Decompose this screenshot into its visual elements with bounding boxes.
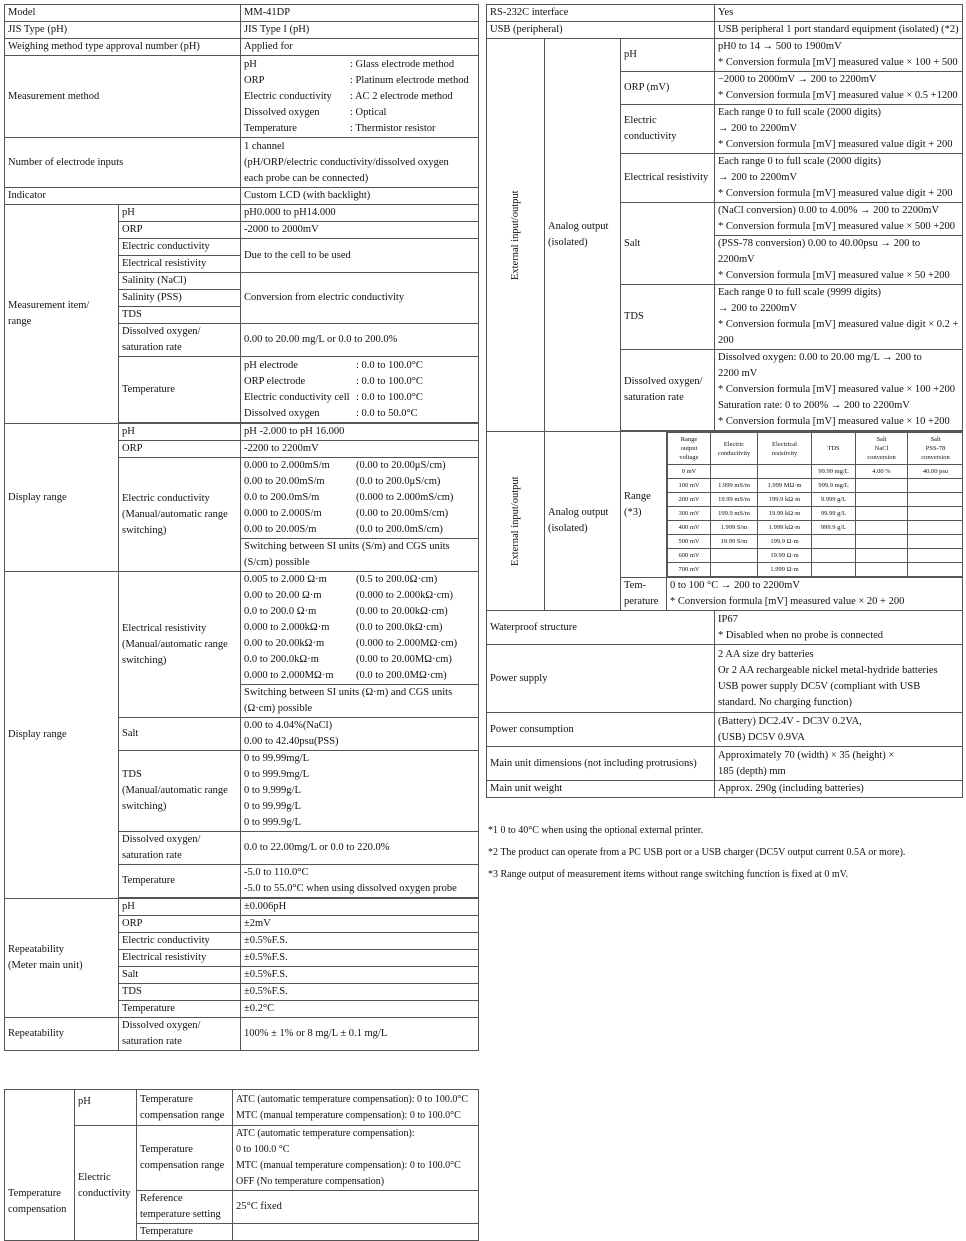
row-label: Electric conductivity (Manual/automatic range switching) (119, 458, 241, 572)
range-cgs: (0.0 to 200.0kΩ·cm) (356, 622, 443, 633)
range-cell: 500 mV (668, 535, 711, 549)
range-header: Electrical resistivity (758, 433, 812, 465)
inputs-value: 1 channel (pH/ORP/electric conductivity/dissolved oxygen each probe can be connected) (241, 138, 479, 188)
model-value: MM-41DP (241, 5, 479, 22)
range-si: 0.00 to 20.00 Ω·m (244, 590, 322, 601)
row-label: ORP (mV) (621, 72, 715, 105)
row-label: pH (119, 205, 241, 222)
row-label: pH (119, 424, 241, 441)
row-label: TDS (119, 307, 241, 324)
table-row (5, 572, 479, 685)
row-value: pH0.000 to pH14.000 (241, 205, 479, 222)
row-label: ORP (119, 916, 241, 933)
footnotes (488, 824, 958, 890)
range-si: 0.0 to 200.0mS/m (244, 492, 320, 503)
range-cell: 1.999 S/m (711, 521, 758, 535)
model-label: Model (5, 5, 241, 22)
temp-compensation-label: Temperature compensation (5, 1090, 75, 1241)
row-label: Electrical resistivity (119, 950, 241, 967)
row-label: pH (621, 39, 715, 72)
row-label: Reference temperature setting (137, 1191, 233, 1224)
method-desc: : Optical (350, 106, 387, 118)
range-cell: 400 mV (668, 521, 711, 535)
external-io-label: External input/output (487, 432, 545, 611)
range-cgs: (0.00 to 20.00μS/cm) (356, 460, 446, 471)
spec-table-left (4, 4, 479, 1051)
row-value: ±0.5%F.S. (241, 967, 479, 984)
power-supply-value: 2 AA size dry batteries Or 2 AA rechargeable nickel metal-hydride batteries USB power supply DC5V (compliant with USB standard. No charging function) (715, 645, 963, 713)
table-row (487, 432, 963, 578)
usb-value: USB peripheral 1 port standard equipment (isolated) (*2) (715, 22, 963, 39)
row-label: Salt (621, 203, 715, 285)
row-value: ±2mV (241, 916, 479, 933)
range-cell: 1.999 MΩ·m (758, 479, 812, 493)
range-cgs: (0.000 to 2.000kΩ·cm) (356, 590, 454, 601)
range-cell (908, 493, 963, 507)
range-cgs: (0.00 to 20.00mS/cm) (356, 508, 449, 519)
range-cell (758, 465, 812, 479)
range-cell: 19.99 S/m (711, 535, 758, 549)
method-label: Measurement method (5, 56, 241, 138)
inputs-label: Number of electrode inputs (5, 138, 241, 188)
row-label: Range (*3) (621, 432, 667, 578)
range-cgs: (0.0 to 200.0μS/cm) (356, 476, 441, 487)
row-value: pH0 to 14 → 500 to 1900mV * Conversion formula [mV] measured value × 100 + 500 (715, 39, 963, 72)
unit-switch-note: Switching between SI units (Ω·m) and CGS units (Ω·cm) possible (241, 685, 479, 718)
range-cell (711, 465, 758, 479)
power-supply-label: Power supply (487, 645, 715, 713)
external-io-label: External input/output (487, 39, 545, 432)
range-cell: 99.99 g/L (812, 507, 856, 521)
range-cell (711, 549, 758, 563)
row-label: TDS (Manual/automatic range switching) (119, 751, 241, 832)
row-value: -2000 to 2000mV (241, 222, 479, 239)
range-cgs: (0.0 to 200.0mS/cm) (356, 524, 443, 535)
range-header: Salt NaCl conversion (856, 433, 908, 465)
row-label: Dissolved oxygen/ saturation rate (119, 324, 241, 357)
row-value: ATC (automatic temperature compensation): 0 to 100.0°C MTC (manual temperature compensation): 0 to 100.0°C (233, 1090, 479, 1126)
range-si: 0.00 to 20.00kΩ·m (244, 638, 325, 649)
range-header: Electric conductivity (711, 433, 758, 465)
row-value: Each range 0 to full scale (9999 digits) → 200 to 2200mV * Conversion formula [mV] measured value digit × 0.2 + 200 (715, 285, 963, 350)
weighing-label: Weighing method type approval number (pH) (5, 39, 241, 56)
method-item: Dissolved oxygen (244, 106, 320, 118)
range-cell: 1.999 kΩ·m (758, 521, 812, 535)
table-row (487, 645, 963, 713)
row-value: 0.00 to 20.00 mg/L or 0.0 to 200.0% (241, 324, 479, 357)
range-cell: 40.00 psu (908, 465, 963, 479)
table-row (5, 5, 479, 22)
row-value: Dissolved oxygen: 0.00 to 20.00 mg/L → 200 to 2200 mV * Conversion formula [mV] measured value × 100 +200 Saturation rate: 0 to 200% → 200 to 2200mV * Conversion formula [mV] measured value × 10 +200 (715, 350, 963, 431)
row-label: Electric conductivity (119, 933, 241, 950)
unit-switch-note: Switching between SI units (S/m) and CGS units (S/cm) possible (241, 539, 479, 572)
jis-value: JIS Type I (pH) (241, 22, 479, 39)
row-label: Tem- perature (621, 578, 667, 611)
table-row (668, 549, 963, 563)
ec-display-ranges (241, 458, 479, 539)
row-label: Dissolved oxygen/ saturation rate (119, 1018, 241, 1051)
range-cgs: (0.00 to 20.00kΩ·cm) (356, 606, 448, 617)
method-item: ORP (244, 74, 265, 86)
method-value (241, 56, 479, 138)
range-cell: 600 mV (668, 549, 711, 563)
range-cgs: (0.0 to 200.0MΩ·cm) (356, 670, 447, 681)
row-value: 0.00 to 4.04%(NaCl) 0.00 to 42.40psu(PSS) (241, 718, 479, 751)
repeatability-label: Repeatability (Meter main unit) (5, 899, 119, 1018)
row-label: Electrical resistivity (Manual/automatic range switching) (119, 572, 241, 718)
table-row (487, 611, 963, 645)
range-cgs: (0.000 to 2.000MΩ·cm) (356, 638, 458, 649)
range-cell (908, 507, 963, 521)
row-value: ±0.5%F.S. (241, 984, 479, 1001)
row-value: ±0.5%F.S. (241, 950, 479, 967)
range-header: Range output voltage (668, 433, 711, 465)
row-label: Temperature (119, 357, 241, 423)
temperature-range-value (241, 357, 479, 423)
row-label: Electrical resistivity (119, 256, 241, 273)
temp-item: pH electrode (244, 359, 298, 371)
temp-range: : 0.0 to 100.0°C (356, 359, 423, 371)
row-value: ±0.2°C (241, 1001, 479, 1018)
table-row (487, 39, 963, 72)
row-label: Electric conductivity (75, 1126, 137, 1241)
range-cell (812, 535, 856, 549)
range-cell: 0 mV (668, 465, 711, 479)
row-value: pH -2.000 to pH 16.000 (241, 424, 479, 441)
footnote: *2 The product can operate from a PC USB port or a USB charger (DC5V output current 0.5A or more). (488, 847, 906, 858)
range-cell: 4.00 % (856, 465, 908, 479)
row-label: Salt (119, 718, 241, 751)
range-cell: 300 mV (668, 507, 711, 521)
power-consumption-label: Power consumption (487, 713, 715, 747)
dimensions-value: Approximately 70 (width) × 35 (height) × 185 (depth) mm (715, 747, 963, 781)
weight-label: Main unit weight (487, 781, 715, 798)
table-row (668, 433, 963, 465)
range-cell (908, 549, 963, 563)
footnote: *3 Range output of measurement items without range switching function is fixed at 0 mV. (488, 869, 849, 880)
row-label: Temperature compensation range (137, 1126, 233, 1191)
range-cell (856, 563, 908, 577)
table-row (5, 1018, 479, 1051)
row-value: -5.0 to 110.0°C -5.0 to 55.0°C when using dissolved oxygen probe (241, 865, 479, 898)
table-row (487, 5, 963, 22)
range-cell: 19.99 Ω·m (758, 549, 812, 563)
range-output-table (667, 432, 963, 577)
method-desc: : Thermistor resistor (350, 122, 436, 134)
row-value: 0 to 100 °C → 200 to 2200mV * Conversion formula [mV] measured value × 20 + 200 (667, 578, 963, 611)
waterproof-label: Waterproof structure (487, 611, 715, 645)
row-value: ±0.006pH (241, 899, 479, 916)
range-cell (908, 521, 963, 535)
table-row (487, 713, 963, 747)
range-cell (856, 493, 908, 507)
row-label: TDS (119, 984, 241, 1001)
rs232-label: RS-232C interface (487, 5, 715, 22)
range-cell (856, 479, 908, 493)
range-si: 0.00 to 20.00S/m (244, 524, 317, 535)
row-label: pH (119, 899, 241, 916)
method-item: pH (244, 58, 257, 70)
range-si: 0.0 to 200.0 Ω·m (244, 606, 317, 617)
range-si: 0.005 to 2.000 Ω·m (244, 574, 327, 585)
range-cell (908, 563, 963, 577)
row-value: ±0.5%F.S. (241, 933, 479, 950)
row-label: Temperature (119, 865, 241, 898)
row-value: -2200 to 2200mV (241, 441, 479, 458)
row-label: pH (75, 1090, 137, 1126)
range-cell: 99.99 mg/L (812, 465, 856, 479)
range-cell: 19.99 kΩ·m (758, 507, 812, 521)
range-cgs: (0.5 to 200.0Ω·cm) (356, 574, 438, 585)
row-label: Electrical resistivity (621, 154, 715, 203)
table-row (5, 56, 479, 138)
range-cell: 999.9 mg/L (812, 479, 856, 493)
table-row (5, 1126, 479, 1191)
range-cell (812, 563, 856, 577)
dimensions-label: Main unit dimensions (not including protrusions) (487, 747, 715, 781)
range-cell: 200 mV (668, 493, 711, 507)
row-label: Electric conductivity (621, 105, 715, 154)
waterproof-value: IP67 * Disabled when no probe is connected (715, 611, 963, 645)
spec-table-right (486, 4, 963, 798)
table-row (5, 22, 479, 39)
temp-compensation-table (4, 1089, 479, 1241)
method-desc: : AC 2 electrode method (350, 90, 453, 102)
table-row (5, 424, 479, 441)
table-row (668, 563, 963, 577)
range-si: 0.000 to 2.000MΩ·m (244, 670, 334, 681)
range-cgs: (0.000 to 2.000mS/cm) (356, 492, 454, 503)
range-si: 0.000 to 2.000kΩ·m (244, 622, 330, 633)
temp-range: : 0.0 to 100.0°C (356, 391, 423, 403)
range-cell (856, 535, 908, 549)
table-row (668, 479, 963, 493)
method-desc: : Glass electrode method (350, 58, 455, 70)
row-value: 100% ± 1% or 8 mg/L ± 0.1 mg/L (241, 1018, 479, 1051)
temp-item: ORP electrode (244, 375, 306, 387)
display-range-label: Display range (5, 572, 119, 899)
range-output-cell (667, 432, 963, 578)
range-cell (908, 479, 963, 493)
footnote: *1 0 to 40°C when using the optional external printer. (488, 825, 704, 836)
row-label: Electric conductivity (119, 239, 241, 256)
row-label: Temperature (119, 1001, 241, 1018)
row-value: ATC (automatic temperature compensation): 0 to 100.0 °C MTC (manual temperature compensation): 0 to 100.0°C OFF (No temperature compensation) (233, 1126, 479, 1191)
power-consumption-value: (Battery) DC2.4V - DC3V 0.2VA, (USB) DC5V 0.9VA (715, 713, 963, 747)
range-cell (812, 549, 856, 563)
temp-range: : 0.0 to 100.0°C (356, 375, 423, 387)
table-row (668, 465, 963, 479)
indicator-value: Custom LCD (with backlight) (241, 188, 479, 205)
range-cell: 199.9 Ω·m (758, 535, 812, 549)
range-si: 0.00 to 20.00mS/m (244, 476, 325, 487)
range-header: Salt PSS-78 conversion (908, 433, 963, 465)
row-label: Salinity (NaCl) (119, 273, 241, 290)
weight-value: Approx. 290g (including batteries) (715, 781, 963, 798)
row-label: Salinity (PSS) (119, 290, 241, 307)
analog-output-label: Analog output (isolated) (545, 432, 621, 611)
weighing-value: Applied for (241, 39, 479, 56)
row-value: 0 to 99.99mg/L 0 to 999.9mg/L 0 to 9.999g/L 0 to 99.99g/L 0 to 999.9g/L (241, 751, 479, 832)
range-cell (856, 521, 908, 535)
row-value: (PSS-78 conversion) 0.00 to 40.00psu → 200 to 2200mV * Conversion formula [mV] measured value × 50 +200 (715, 236, 963, 285)
usb-label: USB (peripheral) (487, 22, 715, 39)
row-value: −2000 to 2000mV → 200 to 2200mV * Conversion formula [mV] measured value × 0.5 +1200 (715, 72, 963, 105)
range-cell (711, 563, 758, 577)
table-row (487, 781, 963, 798)
row-label: TDS (621, 285, 715, 350)
row-value: Each range 0 to full scale (2000 digits) → 200 to 2200mV * Conversion formula [mV] measured value digit + 200 (715, 105, 963, 154)
rs232-value: Yes (715, 5, 963, 22)
range-si: 0.000 to 2.000S/m (244, 508, 322, 519)
temp-item: Dissolved oxygen (244, 407, 320, 419)
table-row (5, 39, 479, 56)
table-row (668, 493, 963, 507)
range-cgs: (0.00 to 20.00MΩ·cm) (356, 654, 452, 665)
row-value: 25°C fixed (233, 1191, 479, 1224)
method-item: Electric conductivity (244, 90, 332, 102)
method-desc: : Platinum electrode method (350, 74, 469, 86)
row-label: Salt (119, 967, 241, 984)
range-cell (856, 507, 908, 521)
table-row (487, 747, 963, 781)
row-value: 0.0 to 22.00mg/L or 0.0 to 220.0% (241, 832, 479, 865)
range-cell (856, 549, 908, 563)
table-row (5, 188, 479, 205)
row-value: Due to the cell to be used (241, 239, 479, 273)
table-row (5, 138, 479, 188)
range-cell: 999.9 g/L (812, 521, 856, 535)
row-label: ORP (119, 441, 241, 458)
table-row (668, 521, 963, 535)
analog-output-label: Analog output (isolated) (545, 39, 621, 432)
range-cell (908, 535, 963, 549)
range-cell: 9.999 g/L (812, 493, 856, 507)
row-value: Conversion from electric conductivity (241, 273, 479, 324)
range-cell: 700 mV (668, 563, 711, 577)
table-row (5, 205, 479, 222)
range-cell: 100 mV (668, 479, 711, 493)
temp-item: Electric conductivity cell (244, 391, 350, 403)
row-value: (NaCl conversion) 0.00 to 4.00% → 200 to 2200mV * Conversion formula [mV] measured value × 500 +200 (715, 203, 963, 236)
indicator-label: Indicator (5, 188, 241, 205)
measurement-range-label: Measurement item/ range (5, 205, 119, 424)
range-si: 0.0 to 200.0kΩ·m (244, 654, 319, 665)
repeatability-do-label: Repeatability (5, 1018, 119, 1051)
temp-range: : 0.0 to 50.0°C (356, 407, 418, 419)
range-cell: 199.9 mS/m (711, 507, 758, 521)
range-si: 0.000 to 2.000mS/m (244, 460, 330, 471)
row-label: ORP (119, 222, 241, 239)
display-range-label: Display range (5, 424, 119, 572)
range-cell: 199.9 kΩ·m (758, 493, 812, 507)
jis-label: JIS Type (pH) (5, 22, 241, 39)
range-cell: 1.999 mS/m (711, 479, 758, 493)
table-row (5, 899, 479, 916)
table-row (668, 535, 963, 549)
row-label: Dissolved oxygen/ saturation rate (119, 832, 241, 865)
row-label: Temperature compensation range (137, 1090, 233, 1126)
range-header: TDS (812, 433, 856, 465)
range-cell: 1.999 Ω·m (758, 563, 812, 577)
row-value: Each range 0 to full scale (2000 digits) → 200 to 2200mV * Conversion formula [mV] measured value digit + 200 (715, 154, 963, 203)
table-row (5, 1090, 479, 1126)
table-row (487, 22, 963, 39)
table-row (668, 507, 963, 521)
row-label: Temperature (137, 1224, 233, 1241)
range-cell: 19.99 mS/m (711, 493, 758, 507)
er-display-ranges (241, 572, 479, 685)
row-label: Dissolved oxygen/ saturation rate (621, 350, 715, 431)
method-item: Temperature (244, 122, 297, 134)
